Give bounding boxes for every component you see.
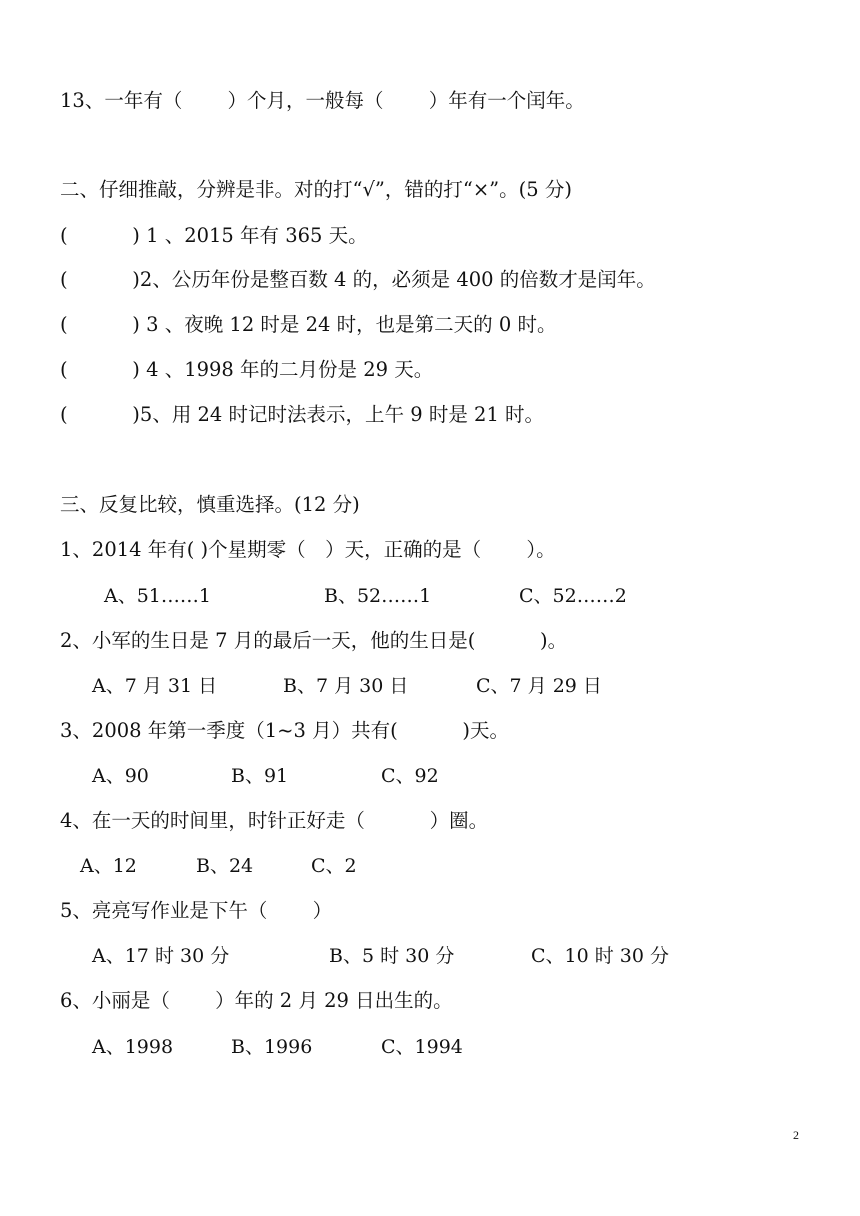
section-2-heading: 二、仔细推敲，分辨是非。对的打“√”，错的打“×”。(5 分) [60, 178, 572, 201]
choice-3-option-b: B、91 [231, 765, 289, 787]
judge-item-4: ( ) 4 、1998 年的二月份是 29 天。 [60, 358, 434, 381]
choice-1-option-c: C、52……2 [519, 585, 627, 607]
choice-5-option-c: C、10 时 30 分 [531, 945, 670, 967]
choice-question-3: 3、2008 年第一季度（1~3 月）共有( )天。 [60, 719, 509, 742]
judge-item-3: ( ) 3 、夜晚 12 时是 24 时，也是第二天的 0 时。 [60, 313, 557, 336]
choice-4-option-b: B、24 [196, 855, 254, 877]
choice-1-option-a: A、51……1 [104, 585, 211, 607]
choice-question-1: 1、2014 年有( )个星期零（ ）天，正确的是（ ）。 [60, 538, 556, 561]
choice-5-option-a: A、17 时 30 分 [92, 945, 230, 967]
page-number: 2 [793, 1128, 799, 1142]
choice-6-option-b: B、1996 [231, 1036, 313, 1058]
choice-question-6: 6、小丽是（ ）年的 2 月 29 日出生的。 [60, 989, 453, 1012]
choice-2-option-c: C、7 月 29 日 [476, 675, 602, 697]
judge-item-1: ( ) 1 、2015 年有 365 天。 [60, 224, 368, 247]
choice-2-option-b: B、7 月 30 日 [283, 675, 409, 697]
section-3-heading: 三、反复比较，慎重选择。(12 分) [60, 493, 360, 516]
choice-question-4: 4、在一天的时间里，时针正好走（ ）圈。 [60, 809, 489, 832]
choice-5-option-b: B、5 时 30 分 [329, 945, 455, 967]
choice-2-option-a: A、7 月 31 日 [92, 675, 218, 697]
choice-3-option-a: A、90 [92, 765, 149, 787]
choice-4-option-a: A、12 [80, 855, 137, 877]
choice-3-option-c: C、92 [381, 765, 439, 787]
choice-6-option-a: A、1998 [92, 1036, 174, 1058]
choice-question-5: 5、亮亮写作业是下午（ ） [60, 899, 333, 922]
judge-item-2: ( )2、公历年份是整百数 4 的，必须是 400 的倍数才是闰年。 [60, 268, 656, 291]
question-13: 13、一年有（ ）个月，一般每（ ）年有一个闰年。 [60, 89, 585, 112]
choice-4-option-c: C、2 [311, 855, 357, 877]
choice-question-2: 2、小军的生日是 7 月的最后一天，他的生日是( )。 [60, 629, 568, 652]
choice-6-option-c: C、1994 [381, 1036, 463, 1058]
choice-1-option-b: B、52……1 [324, 585, 432, 607]
judge-item-5: ( )5、用 24 时记时法表示，上午 9 时是 21 时。 [60, 403, 545, 426]
